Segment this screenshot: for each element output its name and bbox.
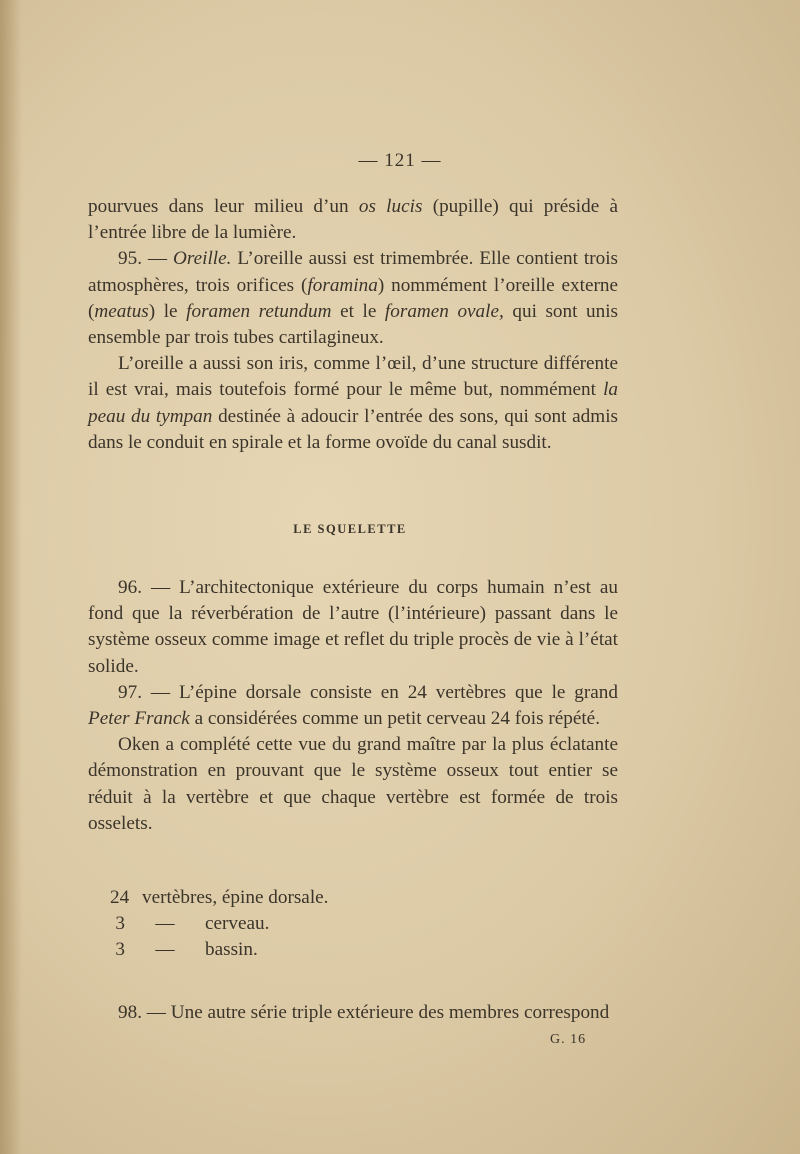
signature-mark: G. 16: [550, 1032, 587, 1047]
list-item: 3 — bassin.: [115, 939, 258, 960]
paragraph-95-oreille: 95. — Oreille. L’oreille aussi est trimembrée. Elle contient trois atmosphères, trois orifices (foramina) nommément l’oreille externe (meatus) le foramen retundum et le foramen ovale, qui sont unis ensemble par trois tubes cartilagineux.: [88, 248, 619, 349]
body-text-squelette: [88, 575, 618, 837]
body-text-bottom: [88, 1000, 618, 1026]
paragraph-97: 97. — L’épine dorsale consiste en 24 vertèbres que le grand Peter Franck a considérées comme un petit cerveau 24 fois répété.: [88, 681, 618, 730]
page-number: — 121 —: [358, 150, 442, 171]
paragraph-pupil: pourvues dans leur milieu d’un os lucis (pupille) qui préside à l’entrée libre de la lumière.: [88, 196, 618, 244]
vertebrae-list: [110, 885, 328, 963]
page-edge-shadow: [0, 0, 22, 1154]
body-text-top: [88, 194, 618, 456]
list-item: 24 vertèbres, épine dorsale.: [110, 887, 329, 908]
paragraph-96: 96. — L’architectonique extérieure du corps humain n’est au fond que la réverbération de l’autre (l’intérieure) passant dans le système osseux comme image et reflet du triple procès de vie à l’état solide.: [88, 577, 618, 677]
section-title: LE SQUELETTE: [293, 522, 407, 536]
paragraph-oreille-iris: L’oreille a aussi son iris, comme l’œil, d’une structure différente il est vrai, mais toutefois formé pour le même but, nommément la peau du tympan destinée à adoucir l’entrée des sons, qui sont admis dans le conduit en spirale et la forme ovoïde du canal susdit.: [88, 353, 619, 453]
paragraph-98: 98. — Une autre série triple extérieure des membres correspond: [118, 1002, 610, 1023]
paragraph-oken: Oken a complété cette vue du grand maître par la plus éclatante démonstration en prouvant que le système osseux tout entier se réduit à la vertèbre et que chaque vertèbre est formée de trois osselets.: [88, 734, 618, 834]
list-item: 3 — cerveau.: [115, 913, 270, 934]
